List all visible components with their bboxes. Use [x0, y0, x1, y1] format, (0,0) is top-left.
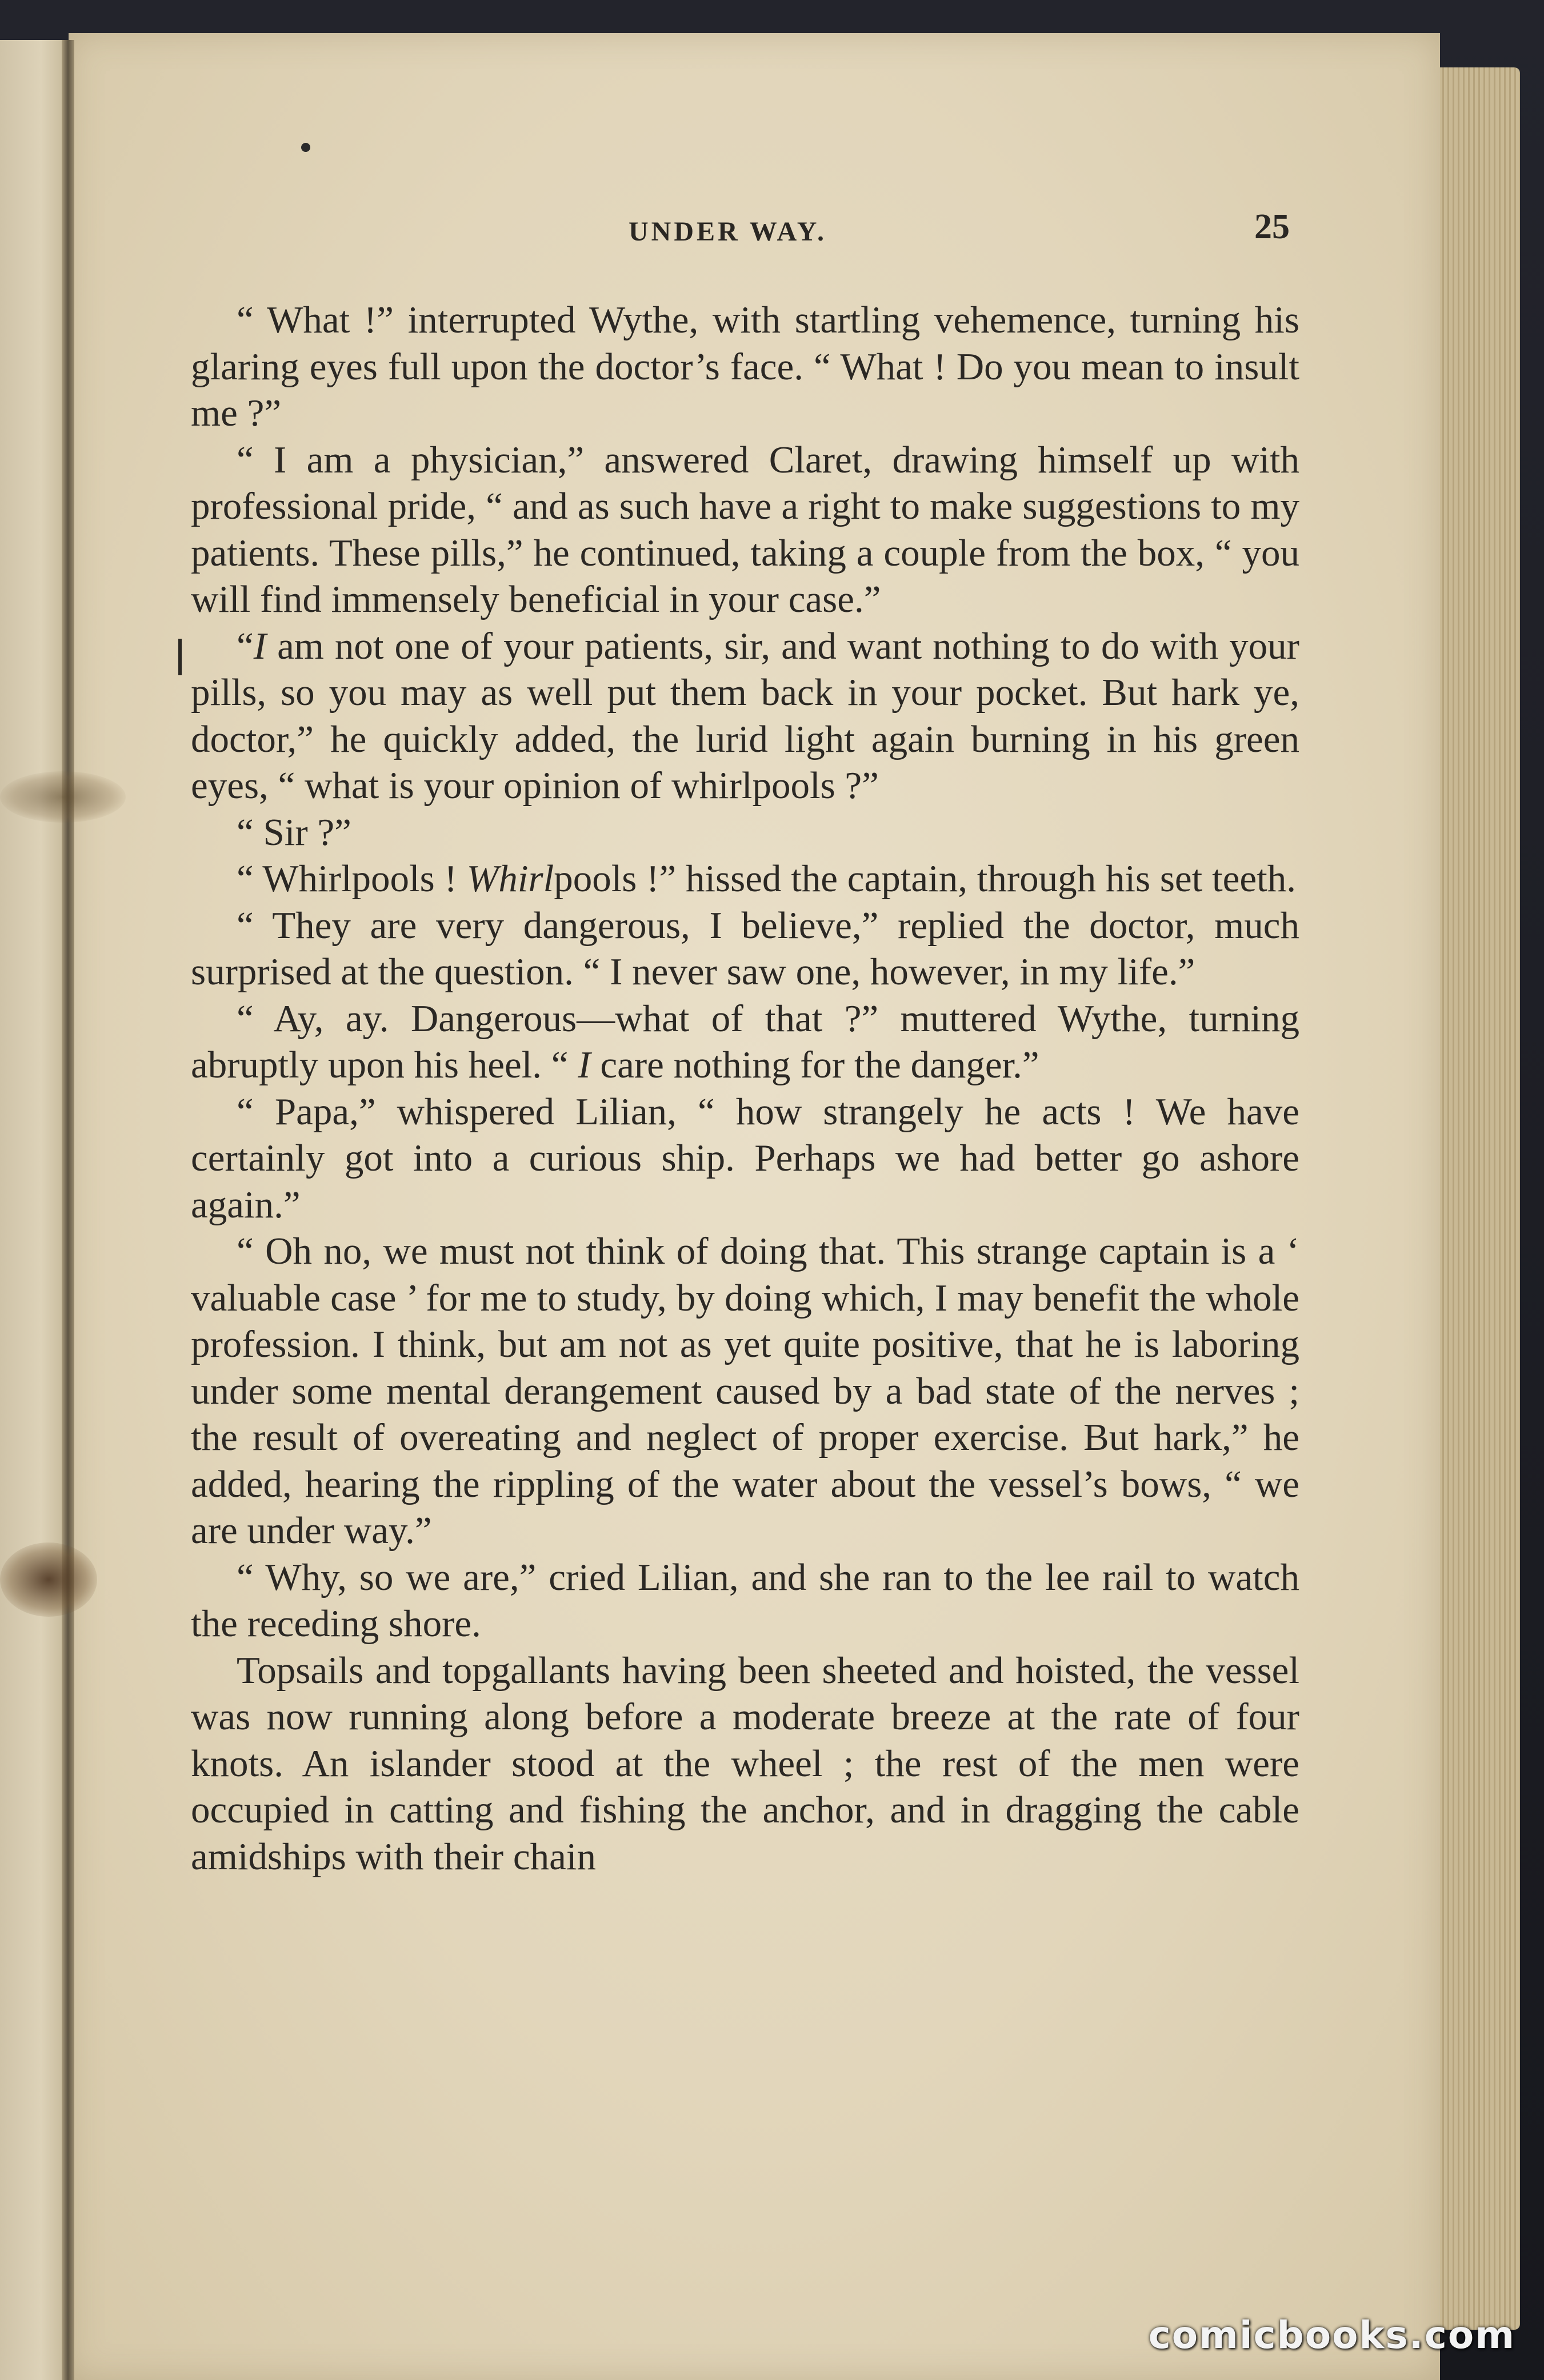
paragraph: “ Why, so we are,” cried Lilian, and she ran to the lee rail to watch the receding shore. — [191, 1556, 1299, 1645]
page-edge-stack — [1429, 67, 1520, 2330]
book-gutter — [62, 40, 74, 2380]
watermark: comicbooks.com — [1148, 2313, 1515, 2357]
paragraph: “ Oh no, we must not think of doing that. This strange captain is a ‘ valuable case ’ for me to study, by doing which, I may benefit the whole profession. I think, but am not as yet quite positive, that he is laboring under some mental derangement caused by a bad state of the nerves ; the result of overeating and neglect of proper exercise. But hark,” he added, hearing the rippling of the water about the vessel’s bows, “ we are under way.” — [191, 1230, 1299, 1552]
paper-stain — [0, 771, 126, 823]
paragraph: “ I am a physician,” answered Claret, drawing himself up with professional pride, “ and as such have a right to make suggestions to my patients. These pills,” he continued, taking a couple from the box, “ you will find immensely beneficial in your case.” — [191, 438, 1299, 620]
ink-spot — [301, 143, 310, 152]
running-head: UNDER WAY. — [629, 217, 827, 247]
paragraph: “ What !” interrupted Wythe, with startling vehemence, turning his glaring eyes full upon the doctor’s face. “ What ! Do you mean to insult me ?” — [191, 299, 1299, 434]
paragraph: “ They are very dangerous, I believe,” replied the doctor, much surprised at the question. “ I never saw one, however, in my life.” — [191, 904, 1299, 993]
margin-mark — [178, 639, 182, 675]
paragraph: “ Sir ?” — [237, 811, 351, 854]
paragraph: Topsails and topgallants having been sheeted and hoisted, the vessel was now running along before a moderate breeze at the rate of four knots. An islander stood at the wheel ; the rest of the men were occupied in catting and fishing the anchor, and in dragging the cable amidships with their chain — [191, 1649, 1299, 1878]
page-number: 25 — [1254, 207, 1290, 246]
paragraph: “ Whirlpools ! Whirlpools !” hissed the captain, through his set teeth. — [237, 858, 1296, 900]
body-text — [191, 297, 1299, 1880]
paragraph: “I am not one of your patients, sir, and want nothing to do with your pills, so you may as well put them back in your pocket. But hark ye, doctor,” he quickly added, the lurid light again burning in his green eyes, “ what is your opinion of whirlpools ?” — [191, 624, 1299, 807]
facing-page-edge — [0, 40, 69, 2380]
paragraph: “ Papa,” whispered Lilian, “ how strangely he acts ! We have certainly got into a curious ship. Perhaps we had better go ashore again.” — [191, 1090, 1299, 1226]
paper-stain — [0, 1542, 97, 1617]
paragraph: “ Ay, ay. Dangerous—what of that ?” muttered Wythe, turning abruptly upon his heel. “ I care nothing for the danger.” — [191, 997, 1299, 1086]
